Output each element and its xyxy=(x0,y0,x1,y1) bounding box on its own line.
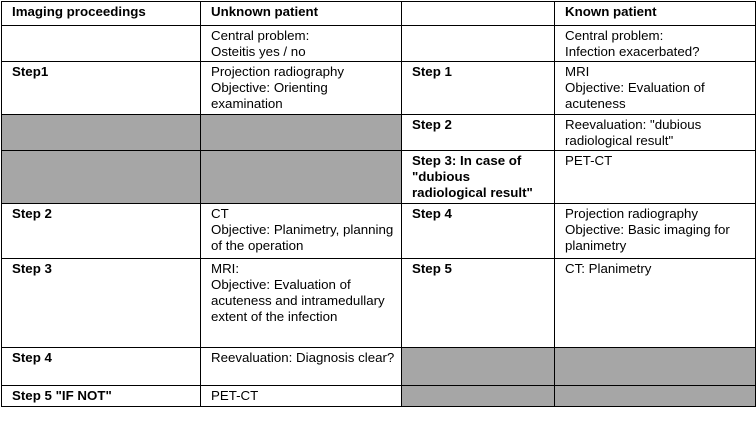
shaded-cell xyxy=(555,386,756,407)
step-label: Step 1 xyxy=(402,62,555,115)
table-row xyxy=(2,26,756,62)
table-row xyxy=(2,115,756,151)
header-imaging-proceedings: Imaging proceedings xyxy=(2,2,201,26)
step-label: Step 4 xyxy=(2,348,201,386)
table-row xyxy=(2,62,756,115)
step-label: Step 2 xyxy=(402,115,555,151)
table-row xyxy=(2,259,756,348)
step-label: Step 3: In case of "dubious radiological result" xyxy=(402,151,555,204)
header-known-patient: Known patient xyxy=(555,2,756,26)
table-cell: CT Objective: Planimetry, planning of the operation xyxy=(201,204,402,259)
shaded-cell xyxy=(201,151,402,204)
table-cell: Projection radiography Objective: Basic imaging for planimetry xyxy=(555,204,756,259)
table-row xyxy=(2,348,756,386)
table-cell: PET-CT xyxy=(201,386,402,407)
step-label: Step 5 "IF NOT" xyxy=(2,386,201,407)
table-row xyxy=(2,151,756,204)
table-row xyxy=(2,386,756,407)
step-label: Step 4 xyxy=(402,204,555,259)
step-label: Step 2 xyxy=(2,204,201,259)
shaded-cell xyxy=(402,348,555,386)
step-label: Step 5 xyxy=(402,259,555,348)
header-unknown-patient: Unknown patient xyxy=(201,2,402,26)
table-cell: MRI: Objective: Evaluation of acuteness and intramedullary extent of the infection xyxy=(201,259,402,348)
shaded-cell xyxy=(402,386,555,407)
table-cell: Central problem: Osteitis yes / no xyxy=(201,26,402,62)
step-label: Step 3 xyxy=(2,259,201,348)
shaded-cell xyxy=(2,151,201,204)
table-cell: Reevaluation: Diagnosis clear? xyxy=(201,348,402,386)
imaging-table xyxy=(1,1,756,407)
shaded-cell xyxy=(201,115,402,151)
table-cell xyxy=(402,26,555,62)
table-cell: PET-CT xyxy=(555,151,756,204)
table-cell: Reevaluation: "dubious radiological result" xyxy=(555,115,756,151)
table-cell: Projection radiography Objective: Orienting examination xyxy=(201,62,402,115)
step-label: Step1 xyxy=(2,62,201,115)
shaded-cell xyxy=(2,115,201,151)
header-blank xyxy=(402,2,555,26)
table-cell: Central problem: Infection exacerbated? xyxy=(555,26,756,62)
table-cell: MRI Objective: Evaluation of acuteness xyxy=(555,62,756,115)
table-cell xyxy=(2,26,201,62)
table-cell: CT: Planimetry xyxy=(555,259,756,348)
shaded-cell xyxy=(555,348,756,386)
header-row xyxy=(2,2,756,26)
table-row xyxy=(2,204,756,259)
